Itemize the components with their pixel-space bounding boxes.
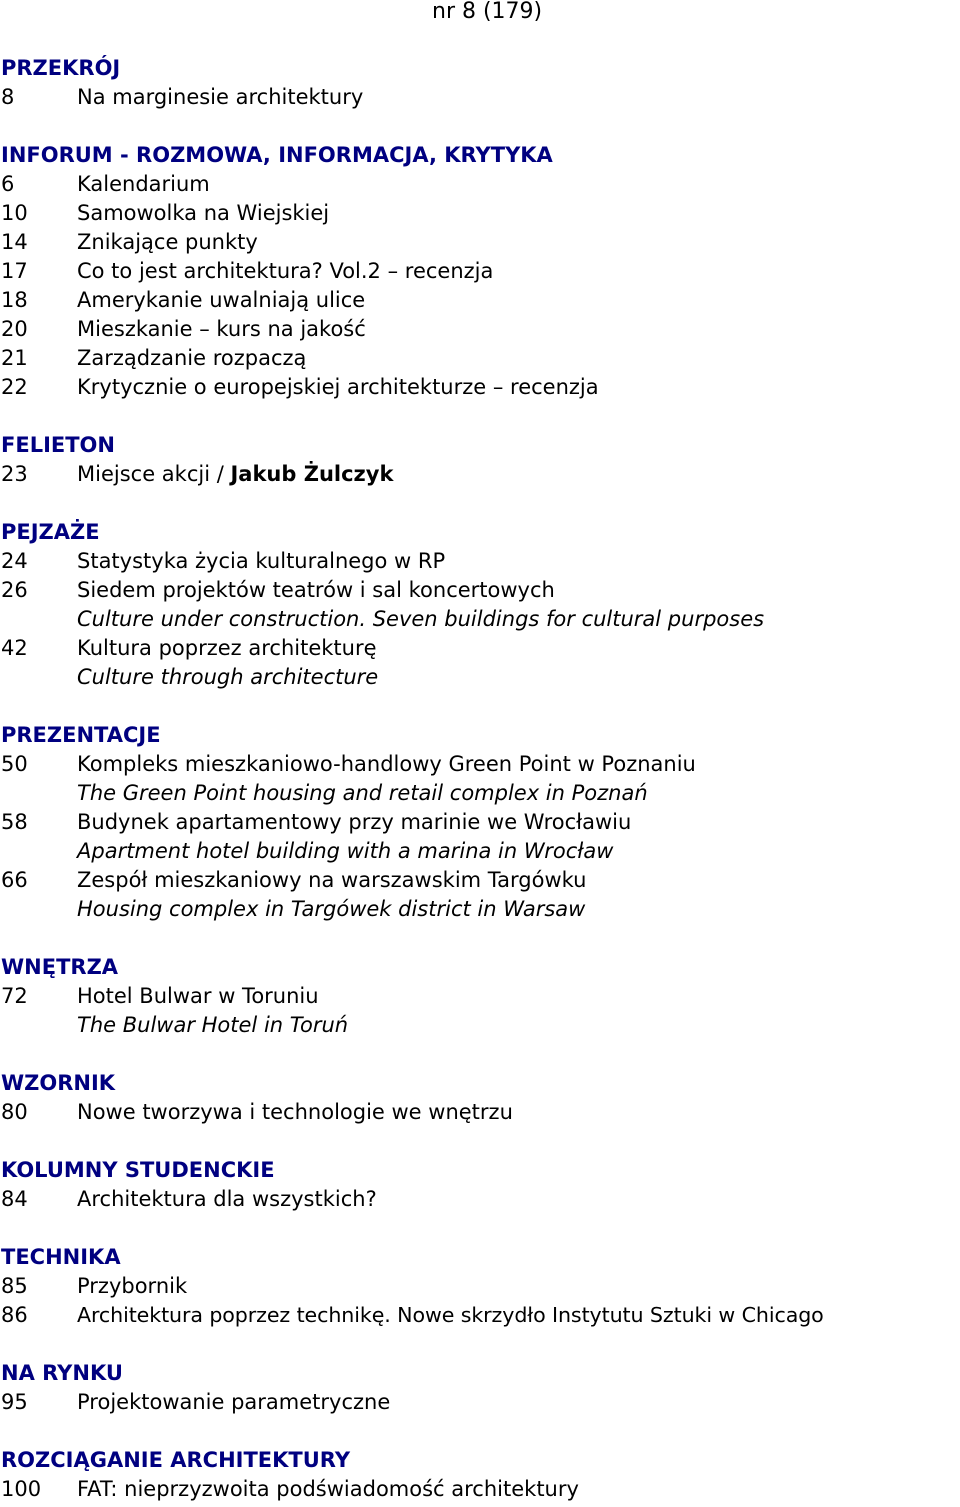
toc-entry [1,1185,960,1214]
section-heading: TECHNIKA [1,1245,121,1269]
toc-entry [1,1388,960,1417]
page-number: 14 [1,230,28,254]
entry-title: Kultura poprzez architekturę [77,636,377,660]
toc-entry [1,750,960,808]
entry-title: Nowe tworzywa i technologie we wnętrzu [77,1100,513,1124]
entry-title: Krytycznie o europejskiej architekturze – recenzja [77,375,599,399]
page-number: 8 [1,85,15,109]
page-number: 24 [1,549,28,573]
section-heading: PREZENTACJE [1,723,161,747]
section-heading: PRZEKRÓJ [1,56,121,80]
entry-title: Siedem projektów teatrów i sal koncertowych [77,578,555,602]
toc-entry [1,1475,960,1504]
page-number: 21 [1,346,28,370]
entry-title: Mieszkanie – kurs na jakość [77,317,366,341]
page-number: 72 [1,984,28,1008]
toc-section [1,141,960,402]
toc-section [1,1156,960,1214]
entry-subtitle: The Green Point housing and retail complex in Poznań [77,781,648,805]
entry-title [77,460,960,489]
entry-title: Na marginesie architektury [77,85,364,109]
toc-section [1,518,960,692]
entry-subtitle: Housing complex in Targówek district in Warsaw [77,897,586,921]
section-heading: NA RYNKU [1,1361,123,1385]
toc-section [1,1243,960,1330]
toc-entry [1,982,960,1040]
section-heading: INFORUM - ROZMOWA, INFORMACJA, KRYTYKA [1,143,553,167]
entry-title-text: Miejsce akcji / [77,462,231,486]
page-number: 86 [1,1303,28,1327]
page-number: 6 [1,172,15,196]
toc-entry [1,199,960,228]
page-number: 20 [1,317,28,341]
page-number: 95 [1,1390,28,1414]
toc-section [1,953,960,1040]
page-number: 100 [1,1477,42,1501]
entry-title: Co to jest architektura? Vol.2 – recenzja [77,259,494,283]
toc-section [1,1069,960,1127]
toc-entry [1,286,960,315]
page-number: 18 [1,288,28,312]
page-number: 84 [1,1187,28,1211]
toc-entry [1,170,960,199]
page-number: 26 [1,578,28,602]
entry-subtitle: Culture under construction. Seven buildings for cultural purposes [77,607,765,631]
entry-subtitle: Apartment hotel building with a marina in Wrocław [77,839,614,863]
page-number: 58 [1,810,28,834]
entry-title: Zespół mieszkaniowy na warszawskim Targówku [77,868,587,892]
toc-entry [1,634,960,692]
entry-title: Architektura dla wszystkich? [77,1187,377,1211]
toc-section [1,721,960,924]
entry-title: Samowolka na Wiejskiej [77,201,330,225]
entry-title: Kalendarium [77,172,210,196]
toc-entry [1,1272,960,1301]
toc-entry [1,1098,960,1127]
entry-title: Architektura poprzez technikę. Nowe skrzydło Instytutu Sztuki w Chicago [77,1303,824,1327]
entry-title: Hotel Bulwar w Toruniu [77,984,319,1008]
toc-entry [1,83,960,112]
entry-title: Statystyka życia kulturalnego w RP [77,549,446,573]
page-number: 22 [1,375,28,399]
toc-entry [1,460,960,489]
entry-title: FAT: nieprzyzwoita podświadomość architektury [77,1477,579,1501]
toc-section [1,1446,960,1504]
entry-subtitle: The Bulwar Hotel in Toruń [77,1013,349,1037]
toc-entry [1,866,960,924]
entry-title: Amerykanie uwalniają ulice [77,288,366,312]
page-number: 23 [1,462,28,486]
toc-entry [1,576,960,634]
toc-section [1,1359,960,1417]
entry-title: Przybornik [77,1274,188,1298]
toc-entry [1,228,960,257]
entry-subtitle: Culture through architecture [77,665,379,689]
entry-title: Znikające punkty [77,230,258,254]
toc-entry [1,257,960,286]
toc-entry [1,373,960,402]
entry-title: Zarządzanie rozpaczą [77,346,307,370]
toc-entry [1,315,960,344]
page-number: 50 [1,752,28,776]
section-heading: WNĘTRZA [1,955,119,979]
toc-entry [1,1301,960,1330]
page-number: 10 [1,201,28,225]
section-heading: PEJZAŻE [1,520,100,544]
section-heading: FELIETON [1,433,115,457]
page-number: 42 [1,636,28,660]
entry-author: Jakub Żulczyk [230,462,394,486]
section-heading: ROZCIĄGANIE ARCHITEKTURY [1,1448,351,1472]
page-number: 85 [1,1274,28,1298]
entry-title: Projektowanie parametryczne [77,1390,391,1414]
entry-title: Budynek apartamentowy przy marinie we Wrocławiu [77,810,632,834]
page-number: 17 [1,259,28,283]
section-heading: KOLUMNY STUDENCKIE [1,1158,275,1182]
toc-section [1,54,960,112]
toc-entry [1,808,960,866]
toc-section [1,431,960,489]
entry-title: Kompleks mieszkaniowo-handlowy Green Point w Poznaniu [77,752,696,776]
table-of-contents [1,54,960,1504]
toc-entry [1,344,960,373]
page-number: 66 [1,868,28,892]
section-heading: WZORNIK [1,1071,116,1095]
issue-number: nr 8 (179) [432,0,543,24]
toc-entry [1,547,960,576]
page-number: 80 [1,1100,28,1124]
